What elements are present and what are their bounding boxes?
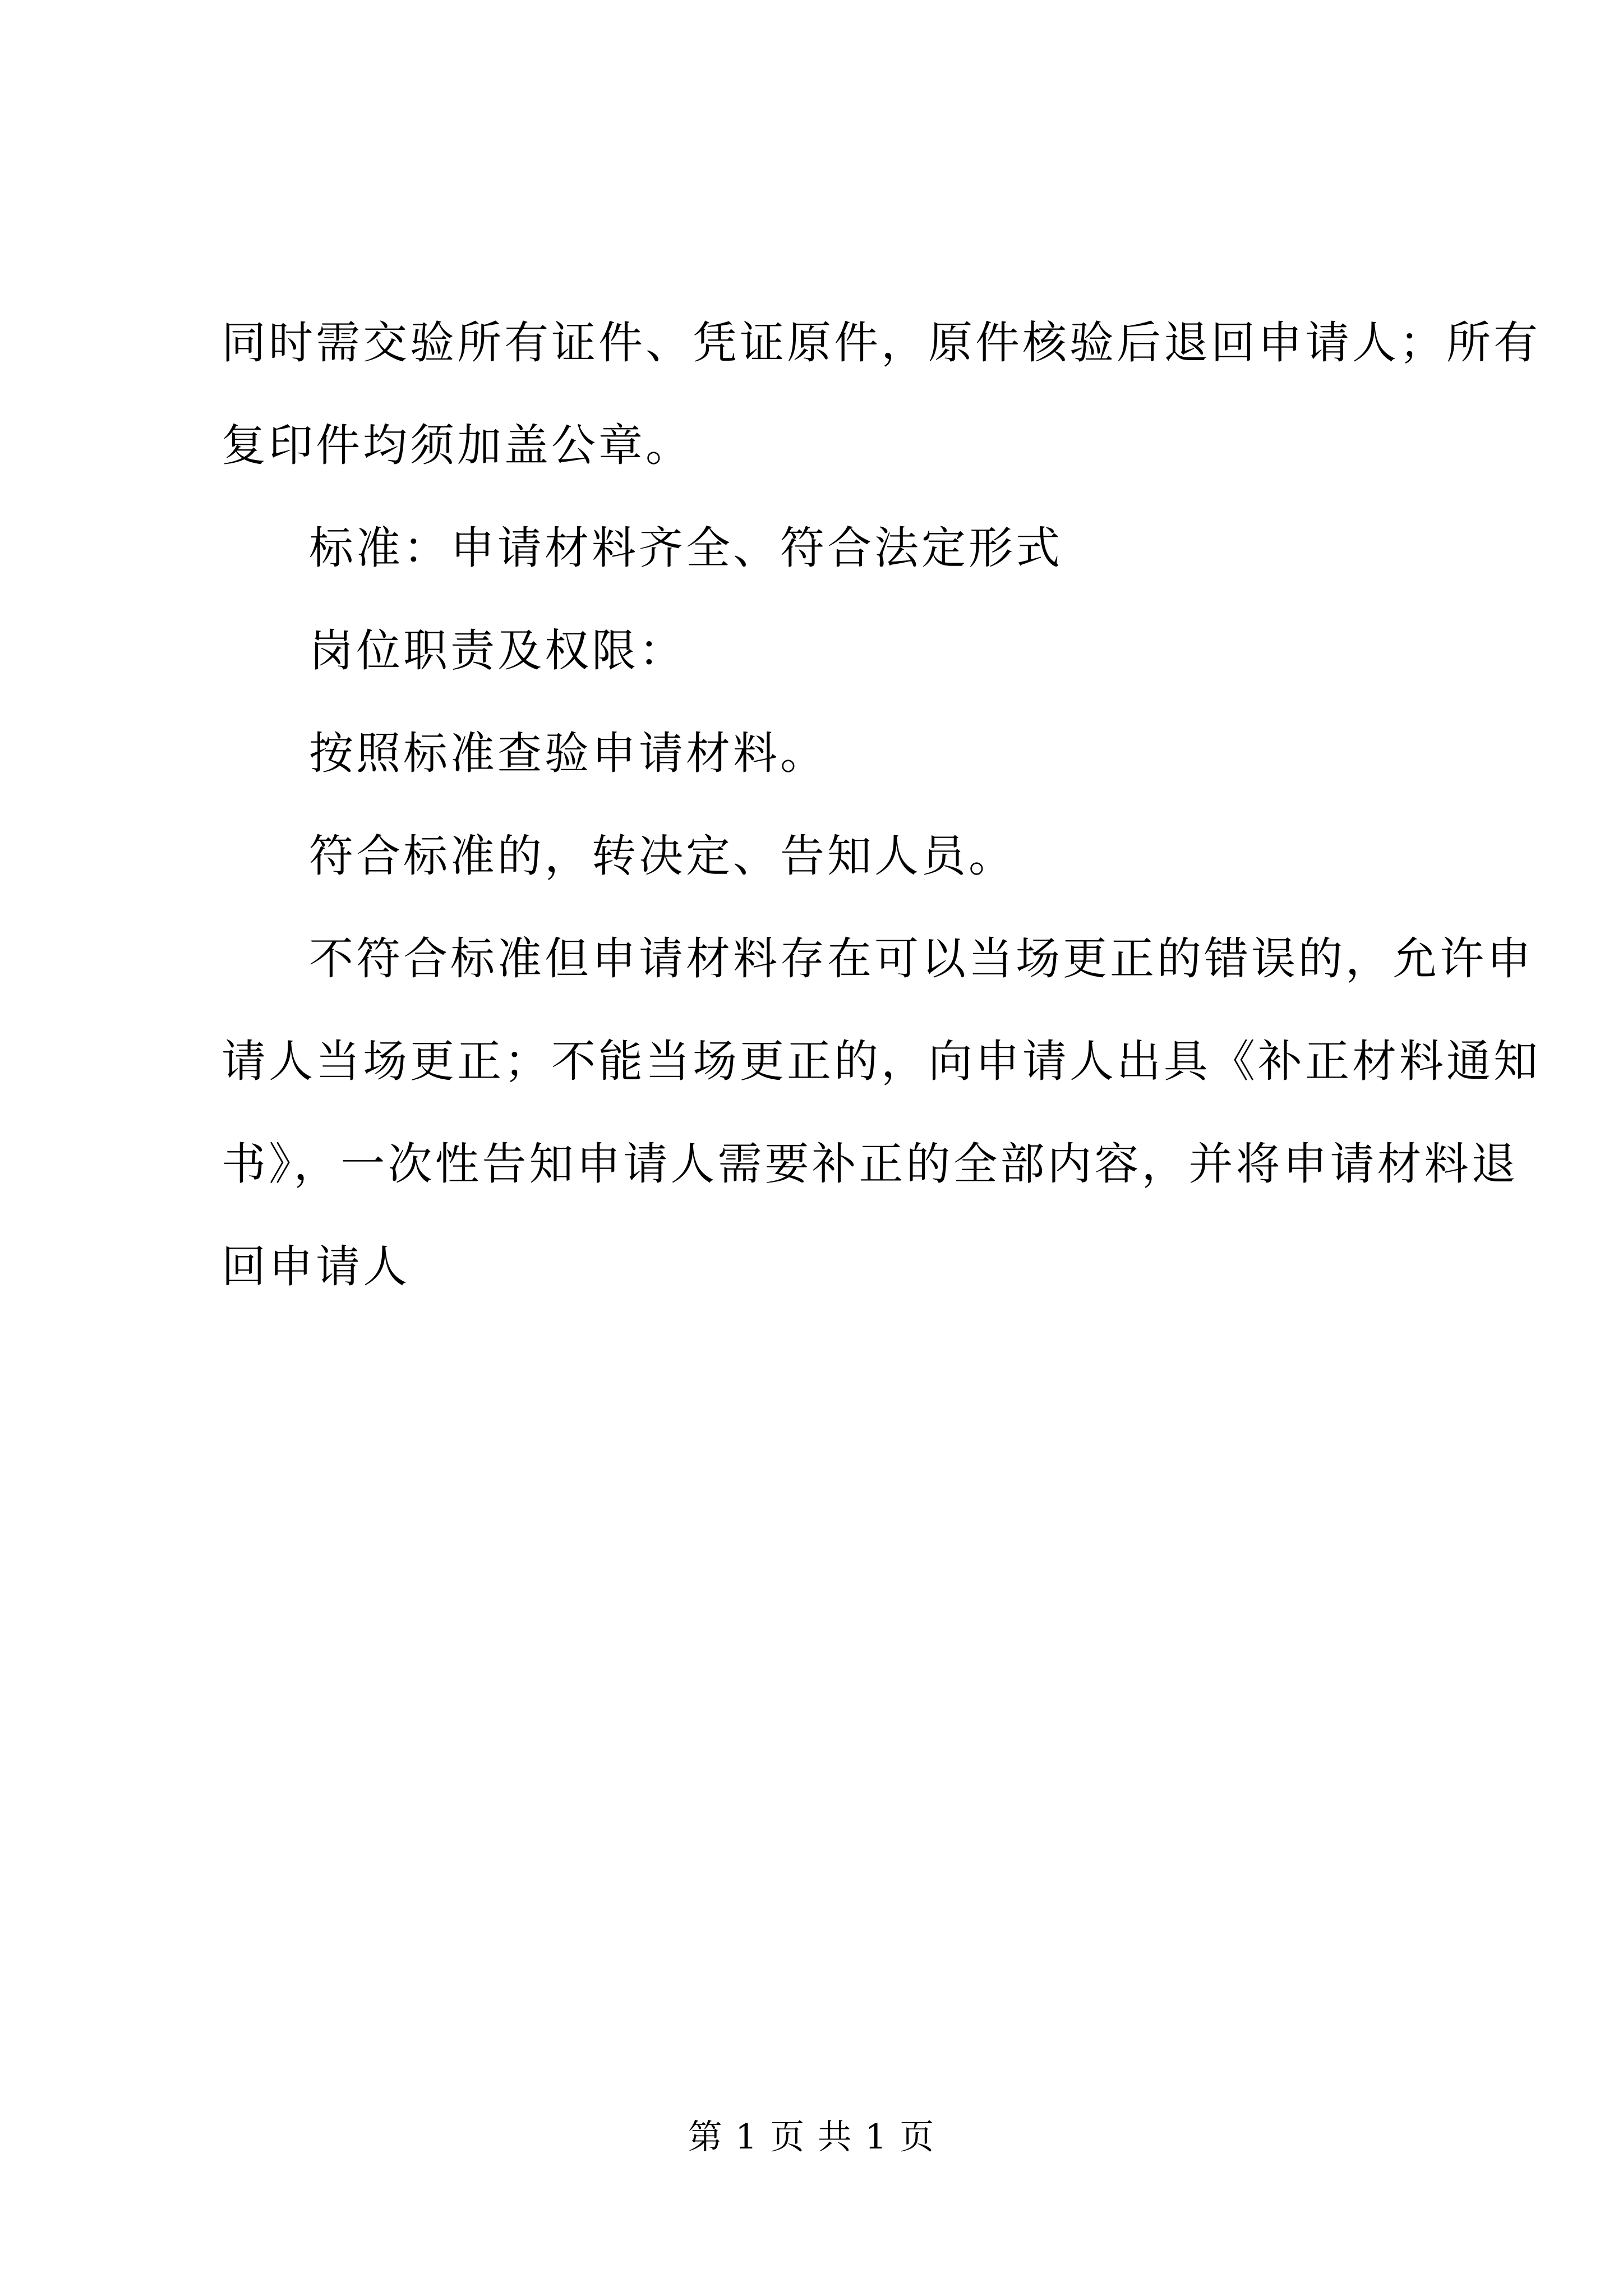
text-line: 书》，一次性告知申请人需要补正的全部内容，并将申请材料退 xyxy=(222,1138,1519,1190)
text-line: 复印件均须加盖公章。 xyxy=(222,420,693,471)
text-line: 符合标准的，转决定、告知人员。 xyxy=(309,830,1016,882)
text-line: 回申请人 xyxy=(222,1241,410,1292)
paragraph-inspect-materials xyxy=(222,702,1425,805)
text-line: 不符合标准但申请材料存在可以当场更正的错误的，允许申 xyxy=(309,933,1534,984)
text-line: 请人当场更正；不能当场更正的，向申请人出具《补正材料通知 xyxy=(222,1036,1541,1087)
paragraph-meets-standard xyxy=(222,805,1425,908)
text-line: 按照标准查验申请材料。 xyxy=(309,728,827,779)
text-line: 标准：申请材料齐全、符合法定形式 xyxy=(309,522,1063,574)
text-line: 岗位职责及权限： xyxy=(309,625,686,677)
paragraph-correction-notice xyxy=(222,908,1541,1318)
page-number-footer: 第 1 页 共 1 页 xyxy=(688,2117,935,2157)
paragraph-standard xyxy=(222,497,1425,600)
document-body xyxy=(222,292,1541,1318)
paragraph-duties-heading xyxy=(222,600,1425,702)
text-line: 同时需交验所有证件、凭证原件，原件核验后退回申请人；所有 xyxy=(222,317,1541,369)
paragraph-original-documents xyxy=(222,292,1541,497)
